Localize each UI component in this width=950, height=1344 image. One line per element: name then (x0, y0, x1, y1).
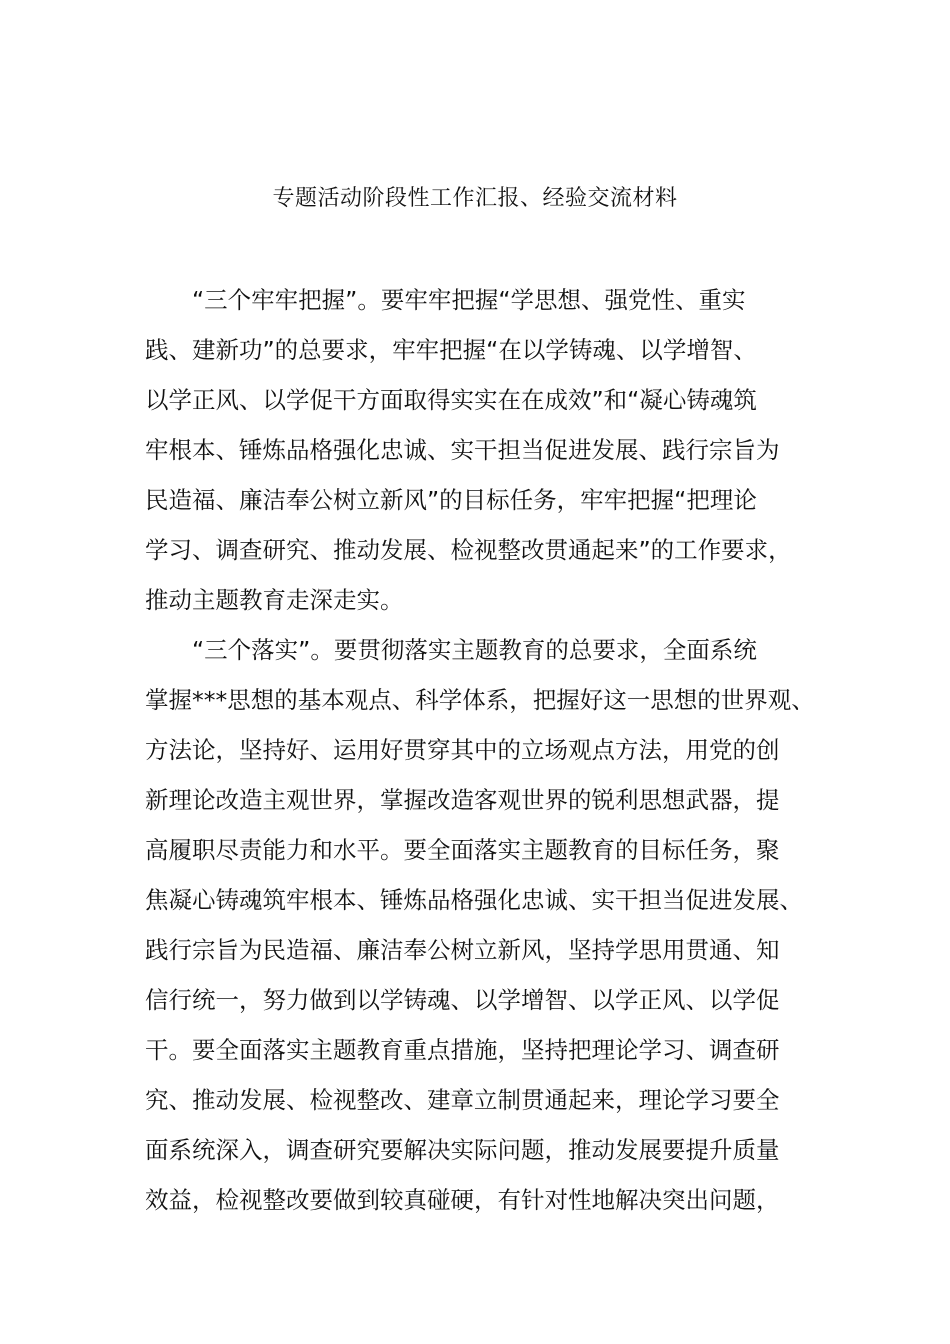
paragraph-line: 推动主题教育走深走实。 (145, 586, 404, 614)
paragraph-line: 学习、调查研究、推动发展、检视整改贯通起来”的工作要求， (145, 536, 792, 564)
paragraph-line: 掌握***思想的基本观点、科学体系，把握好这一思想的世界观、 (145, 686, 815, 714)
paragraph-2 (145, 632, 825, 1232)
paragraph-line: 面系统深入，调查研究要解决实际问题，推动发展要提升质量 (145, 1136, 780, 1164)
paragraph-line: 方法论，坚持好、运用好贯穿其中的立场观点方法，用党的创 (145, 736, 780, 764)
paragraph-line: “三个落实”。要贯彻落实主题教育的总要求，全面系统 (192, 636, 757, 664)
paragraph-line: 究、推动发展、检视整改、建章立制贯通起来，理论学习要全 (145, 1086, 780, 1114)
paragraph-line: 以学正风、以学促干方面取得实实在在成效”和“凝心铸魂筑 (145, 386, 757, 414)
paragraph-line: 牢根本、锤炼品格强化忠诚、实干担当促进发展、践行宗旨为 (145, 436, 780, 464)
paragraph-line: 信行统一，努力做到以学铸魂、以学增智、以学正风、以学促 (145, 986, 780, 1014)
paragraph-line: 干。要全面落实主题教育重点措施，坚持把理论学习、调查研 (145, 1036, 780, 1064)
paragraph-line: 践、建新功”的总要求，牢牢把握“在以学铸魂、以学增智、 (145, 336, 757, 364)
paragraph-1 (145, 282, 825, 632)
paragraph-line: 效益，检视整改要做到较真碰硬，有针对性地解决突出问题， (145, 1186, 780, 1214)
document-body (145, 282, 825, 1232)
paragraph-line: 高履职尽责能力和水平。要全面落实主题教育的目标任务，聚 (145, 836, 780, 864)
document-title: 专题活动阶段性工作汇报、经验交流材料 (272, 186, 678, 211)
paragraph-line: 新理论改造主观世界，掌握改造客观世界的锐利思想武器，提 (145, 786, 780, 814)
paragraph-line: 民造福、廉洁奉公树立新风”的目标任务，牢牢把握“把理论 (145, 486, 757, 514)
paragraph-line: 焦凝心铸魂筑牢根本、锤炼品格强化忠诚、实干担当促进发展、 (145, 886, 803, 914)
paragraph-line: “三个牢牢把握”。要牢牢把握“学思想、强党性、重实 (192, 286, 746, 314)
paragraph-line: 践行宗旨为民造福、廉洁奉公树立新风，坚持学思用贯通、知 (145, 936, 780, 964)
